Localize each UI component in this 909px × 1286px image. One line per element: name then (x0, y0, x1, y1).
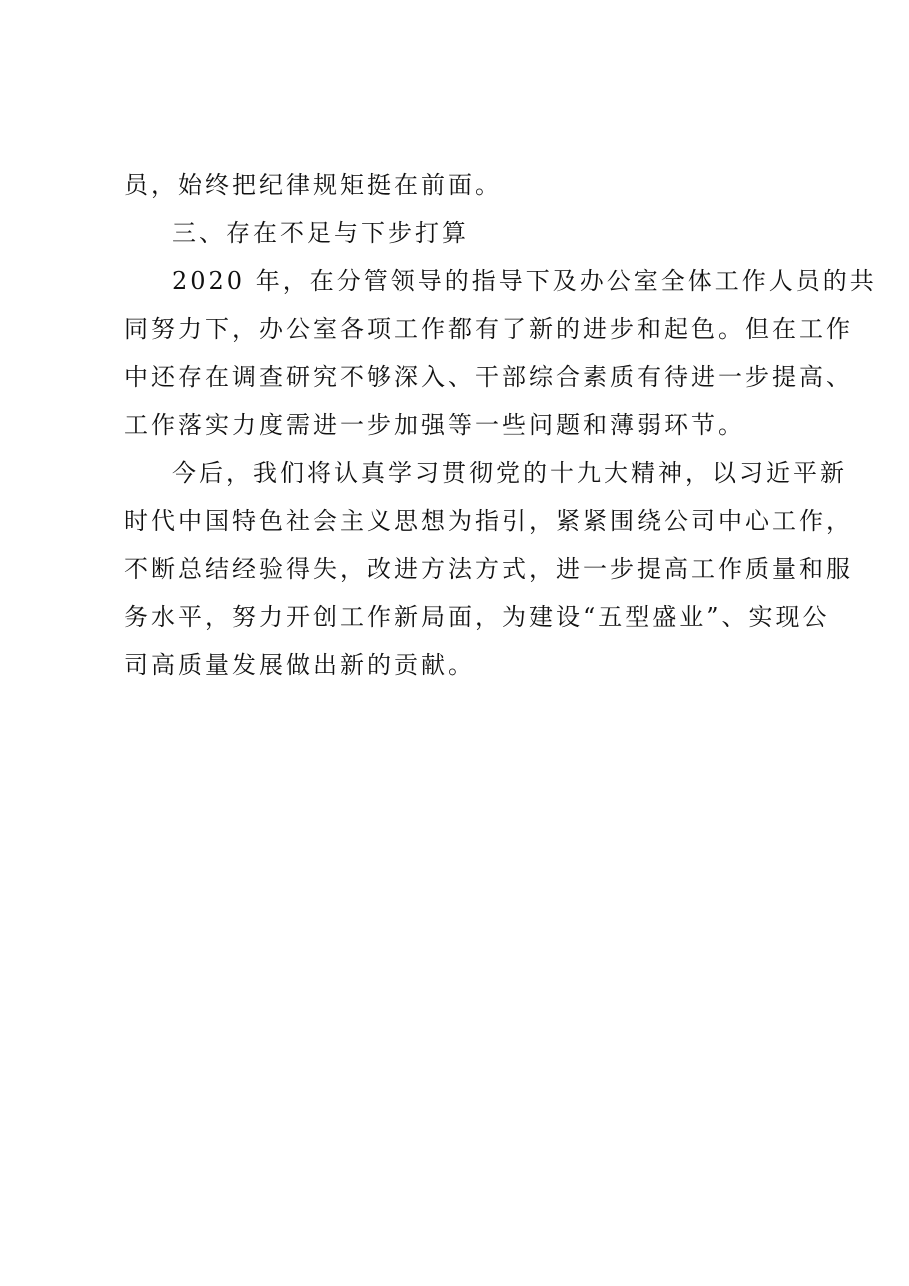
paragraph-2-line-1: 今后，我们将认真学习贯彻党的十九大精神，以习近平新 (172, 459, 847, 487)
paragraph-1-line-1: 2020 年，在分管领导的指导下及办公室全体工作人员的共 (172, 267, 877, 295)
paragraph-2-line-3: 不断总结经验得失，改进方法方式，进一步提高工作质量和服 (124, 555, 853, 583)
paragraph-2-line-2: 时代中国特色社会主义思想为指引，紧紧围绕公司中心工作， (124, 507, 853, 535)
paragraph-1-line-2: 同努力下，办公室各项工作都有了新的进步和起色。但在工作 (124, 315, 853, 343)
document-body (124, 161, 877, 689)
paragraph-1-line-3: 中还存在调查研究不够深入、干部综合素质有待进一步提高、 (124, 363, 853, 391)
section-heading: 三、存在不足与下步打算 (172, 219, 469, 247)
paragraph-2-line-5: 司高质量发展做出新的贡献。 (124, 651, 475, 679)
paragraph-continuation-line: 员，始终把纪律规矩挺在前面。 (124, 171, 502, 199)
paragraph-1-line-4: 工作落实力度需进一步加强等一些问题和薄弱环节。 (124, 411, 745, 439)
paragraph-2-line-4: 务水平，努力开创工作新局面，为建设“五型盛业”、实现公 (124, 603, 830, 631)
